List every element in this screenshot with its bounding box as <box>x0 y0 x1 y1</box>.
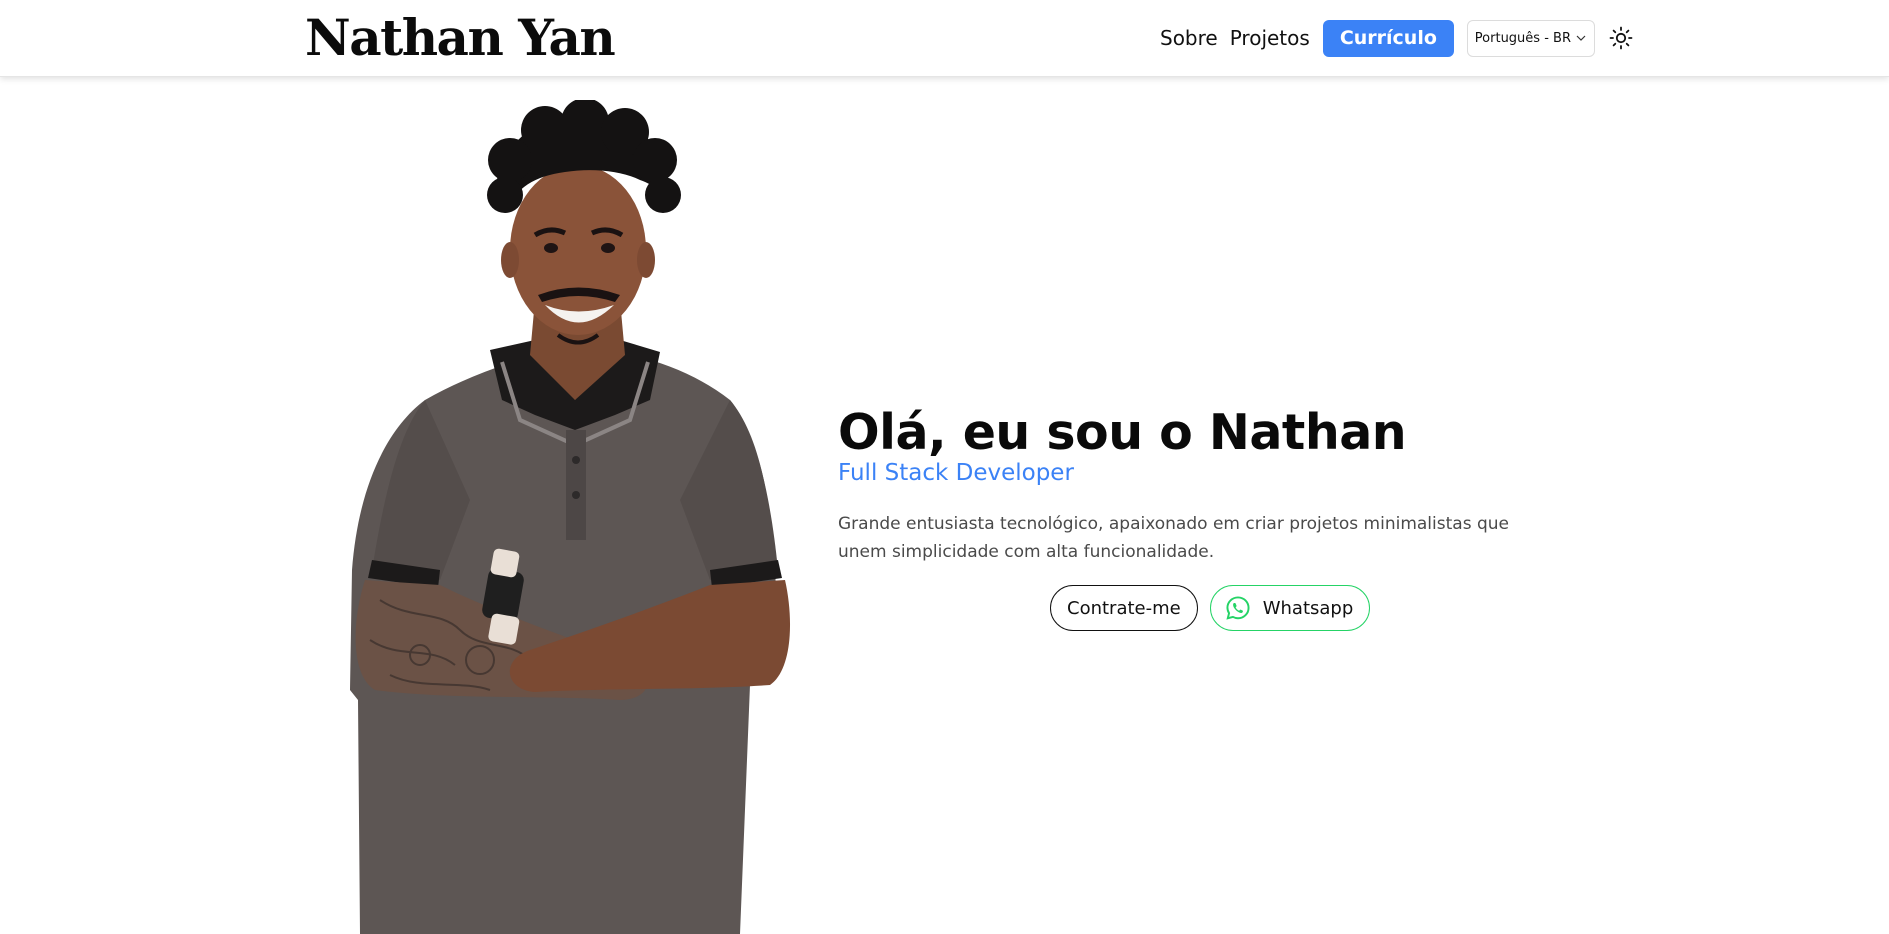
chevron-down-icon <box>1575 32 1587 44</box>
main-nav <box>1160 19 1635 57</box>
site-header <box>0 0 1889 77</box>
profile-photo <box>330 100 800 934</box>
hire-me-button[interactable]: Contrate-me <box>1050 585 1198 631</box>
hero-role: Full Stack Developer <box>838 460 1074 486</box>
cta-row <box>1050 585 1370 631</box>
nav-link-sobre[interactable]: Sobre <box>1160 26 1218 50</box>
whatsapp-label: Whatsapp <box>1262 597 1354 619</box>
whatsapp-button[interactable] <box>1210 585 1371 631</box>
curriculum-button[interactable]: Currículo <box>1323 20 1454 57</box>
theme-toggle-button[interactable] <box>1607 24 1635 52</box>
hero-title: Olá, eu sou o Nathan <box>838 404 1407 461</box>
whatsapp-icon <box>1225 595 1251 621</box>
language-select[interactable] <box>1467 20 1595 57</box>
sun-icon <box>1609 26 1633 50</box>
nav-link-projetos[interactable]: Projetos <box>1229 26 1310 50</box>
site-logo[interactable]: Nathan Yan <box>305 8 615 67</box>
hero-description: Grande entusiasta tecnológico, apaixonado em criar projetos minimalistas que unem simplicidade com alta funcionalidade. <box>838 514 1509 562</box>
language-select-value: Português - BR <box>1474 30 1571 46</box>
